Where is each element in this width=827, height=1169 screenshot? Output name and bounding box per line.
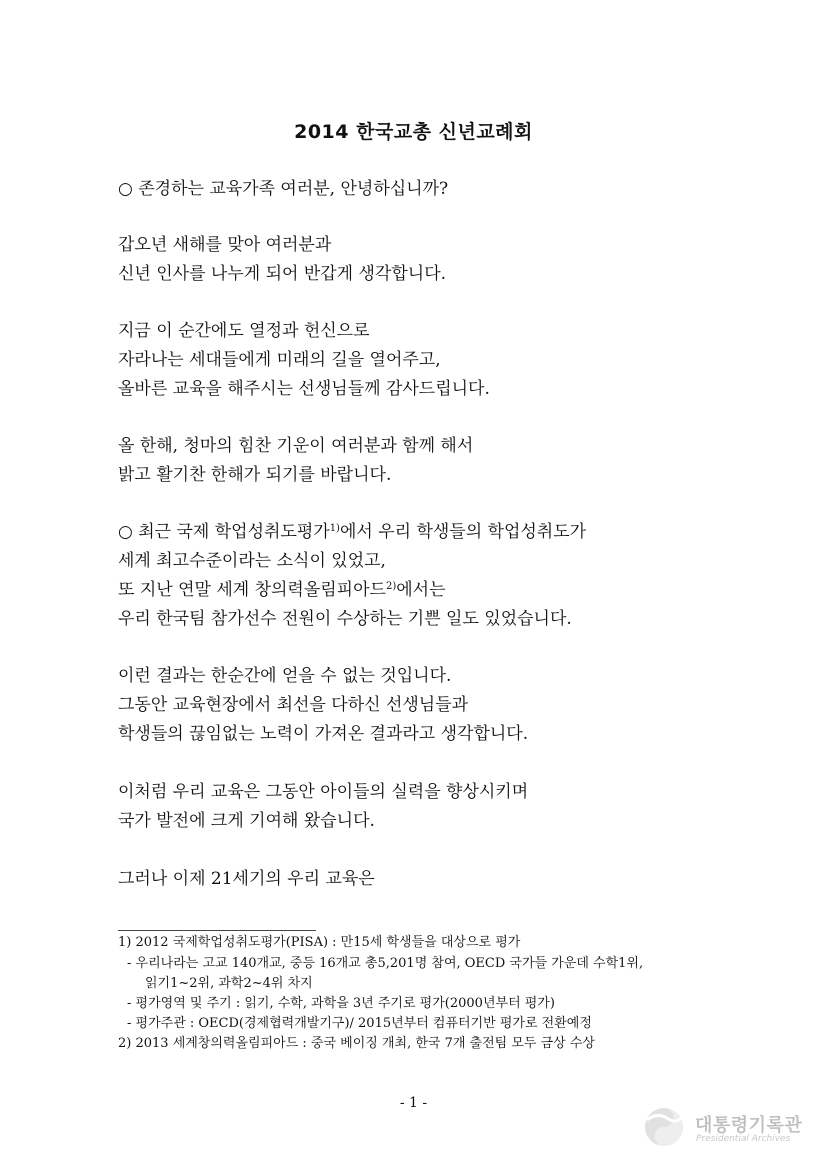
paragraph-line: 신년 인사를 나누게 되어 반갑게 생각합니다. <box>118 264 447 284</box>
footnote-1-detail: 읽기1~2위, 과학2~4위 차지 <box>145 976 313 991</box>
footnote-divider <box>118 930 316 931</box>
footnote-1-detail: - 평가영역 및 주기 : 읽기, 수학, 과학을 3년 주기로 평가(2000년부터 평가) <box>127 996 555 1011</box>
paragraph-line <box>118 582 446 599</box>
taegeuk-logo-icon <box>643 1106 685 1148</box>
line-text: ○ 최근 국제 학업성취도평가 <box>118 522 330 542</box>
footnote-1-detail: - 우리나라는 고교 140개교, 중등 16개교 총5,201명 참여, OECD 국가들 가운데 수학1위, <box>127 956 644 971</box>
line-text: 에서 우리 학생들의 학업성취도가 <box>339 522 587 542</box>
paragraph-line: 세계 최고수준이라는 소식이 있었고, <box>118 551 386 571</box>
paragraph-line: 우리 한국팀 참가선수 전원이 수상하는 기쁜 일도 있었습니다. <box>118 609 572 629</box>
watermark-logo <box>643 1106 813 1150</box>
paragraph-line: 그동안 교육현장에서 최선을 다하신 선생님들과 <box>118 695 469 715</box>
watermark-name: 대통령기록관 <box>695 1115 803 1136</box>
paragraph-line: 국가 발전에 크게 기여해 왔습니다. <box>118 811 375 831</box>
paragraph-line: 갑오년 새해를 맞아 여러분과 <box>118 235 332 255</box>
paragraph-line: 밝고 활기찬 한해가 되기를 바랍니다. <box>118 465 392 485</box>
page-title: 2014 한국교총 신년교례회 <box>294 121 533 143</box>
footnote-ref-1: 1) <box>329 523 340 534</box>
footnote-1: 1) 2012 국제학업성취도평가(PISA) : 만15세 학생들을 대상으로 평가 <box>118 935 521 950</box>
page-number: - 1 - <box>399 1095 428 1111</box>
paragraph-line: 그러나 이제 21세기의 우리 교육은 <box>118 869 375 889</box>
paragraph-line: 지금 이 순간에도 열정과 헌신으로 <box>118 321 370 341</box>
paragraph-line <box>118 524 586 541</box>
paragraph-line: ○ 존경하는 교육가족 여러분, 안녕하십니까? <box>118 179 449 199</box>
footnote-ref-2: 2) <box>385 581 397 592</box>
paragraph-line: 자라나는 세대들에게 미래의 길을 열어주고, <box>118 350 441 370</box>
footnote-2: 2) 2013 세계창의력올림피아드 : 중국 베이징 개최, 한국 7개 출전팀 모두 금상 수상 <box>118 1036 595 1051</box>
paragraph-line: 올바른 교육을 해주시는 선생님들께 감사드립니다. <box>118 379 490 399</box>
line-text: 또 지난 연말 세계 창의력올림피아드 <box>118 580 386 600</box>
paragraph-line: 학생들의 끊임없는 노력이 가져온 결과라고 생각합니다. <box>118 724 529 744</box>
paragraph-line: 이런 결과는 한순간에 얻을 수 없는 것입니다. <box>118 666 452 686</box>
footnote-1-detail: - 평가주관 : OECD(경제협력개발기구)/ 2015년부터 컴퓨터기반 평가로 전환예정 <box>127 1016 592 1031</box>
paragraph-line: 이처럼 우리 교육은 그동안 아이들의 실력을 향상시키며 <box>118 782 529 802</box>
paragraph-line: 올 한해, 청마의 힘찬 기운이 여러분과 함께 해서 <box>118 436 474 456</box>
line-text: 에서는 <box>396 580 446 600</box>
watermark-subtitle: Presidential Archives <box>696 1134 791 1144</box>
